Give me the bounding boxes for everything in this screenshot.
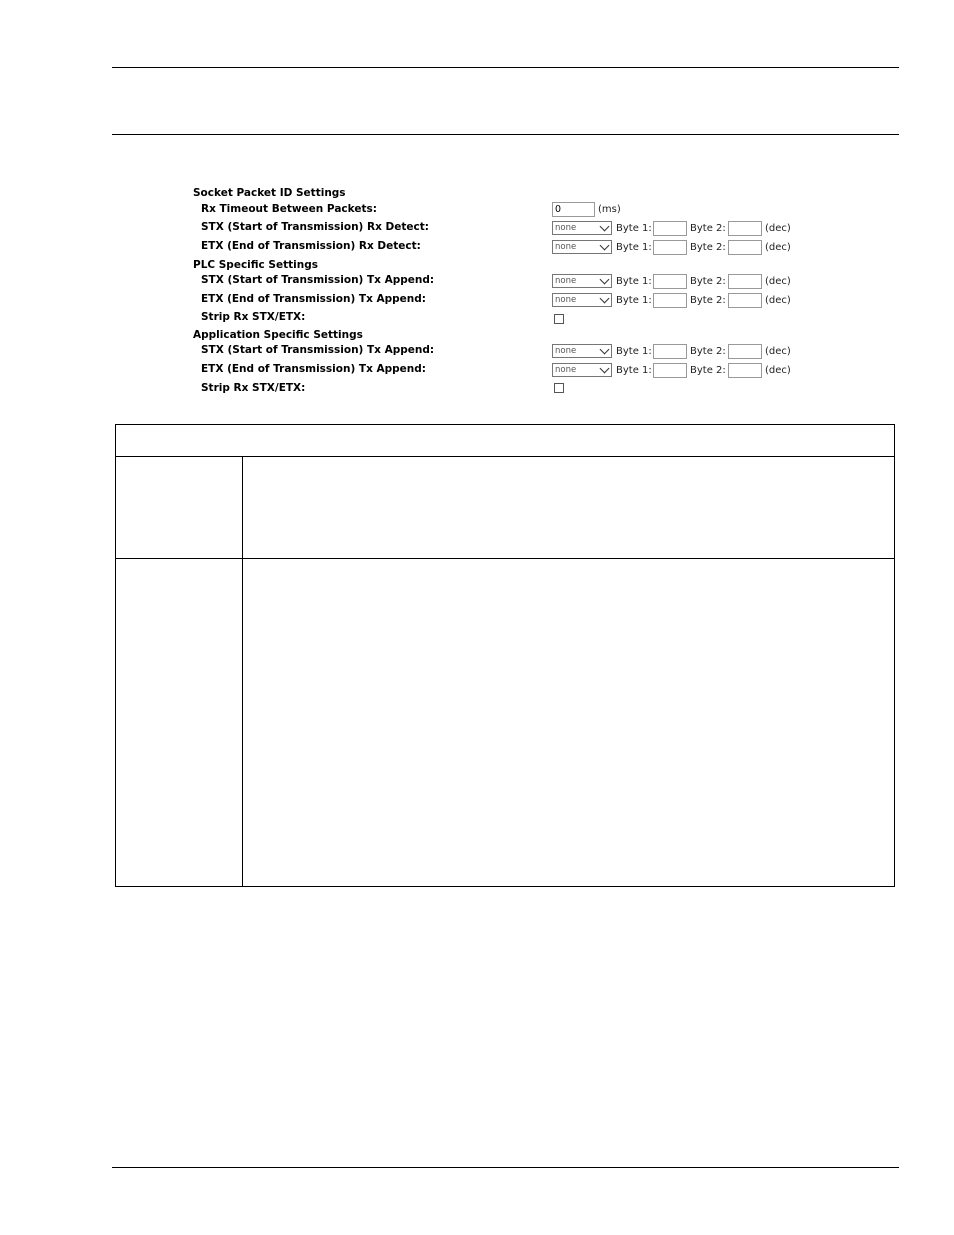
plc-etx-byte2-input[interactable] [728, 293, 762, 308]
plc-stx-select[interactable] [552, 274, 612, 288]
dec-label: (dec) [765, 295, 791, 306]
dec-label: (dec) [765, 242, 791, 253]
byte2-label: Byte 2: [690, 295, 726, 306]
rx-timeout-input[interactable]: 0 [552, 202, 595, 217]
byte2-label: Byte 2: [690, 242, 726, 253]
chevron-down-icon [600, 345, 610, 355]
plc-stx-byte2-input[interactable] [728, 274, 762, 289]
socket-etx-byte2-input[interactable] [728, 240, 762, 255]
byte1-label: Byte 1: [616, 365, 652, 376]
chevron-down-icon [600, 364, 610, 374]
chevron-down-icon [600, 241, 610, 251]
plc-strip-checkbox[interactable] [554, 314, 564, 324]
app-etx-byte1-input[interactable] [653, 363, 687, 378]
select-value: none [555, 242, 577, 252]
header-rule-bottom [112, 134, 899, 135]
byte1-label: Byte 1: [616, 346, 652, 357]
chevron-down-icon [600, 222, 610, 232]
socket-etx-label: ETX (End of Transmission) Rx Detect: [201, 240, 421, 252]
header-rule-top [112, 67, 899, 68]
app-strip-label: Strip Rx STX/ETX: [201, 382, 306, 394]
app-stx-label: STX (Start of Transmission) Tx Append: [201, 344, 435, 356]
table-column-divider [242, 456, 243, 887]
socket-settings-heading: Socket Packet ID Settings [193, 187, 346, 199]
app-etx-byte2-input[interactable] [728, 363, 762, 378]
byte2-label: Byte 2: [690, 223, 726, 234]
plc-strip-label: Strip Rx STX/ETX: [201, 311, 306, 323]
select-value: none [555, 276, 577, 286]
byte2-label: Byte 2: [690, 365, 726, 376]
rx-timeout-label: Rx Timeout Between Packets: [201, 203, 377, 215]
app-etx-select[interactable] [552, 363, 612, 377]
app-strip-checkbox[interactable] [554, 383, 564, 393]
table-row-divider [116, 558, 894, 559]
byte1-label: Byte 1: [616, 223, 652, 234]
dec-label: (dec) [765, 223, 791, 234]
socket-stx-select[interactable] [552, 221, 612, 235]
dec-label: (dec) [765, 365, 791, 376]
select-value: none [555, 223, 577, 233]
plc-etx-byte1-input[interactable] [653, 293, 687, 308]
app-stx-byte1-input[interactable] [653, 344, 687, 359]
app-etx-label: ETX (End of Transmission) Tx Append: [201, 363, 426, 375]
byte1-label: Byte 1: [616, 276, 652, 287]
dec-label: (dec) [765, 346, 791, 357]
plc-settings-heading: PLC Specific Settings [193, 259, 318, 271]
plc-stx-byte1-input[interactable] [653, 274, 687, 289]
chevron-down-icon [600, 294, 610, 304]
plc-stx-label: STX (Start of Transmission) Tx Append: [201, 274, 435, 286]
rx-timeout-unit: (ms) [598, 204, 621, 215]
dec-label: (dec) [765, 276, 791, 287]
socket-etx-select[interactable] [552, 240, 612, 254]
select-value: none [555, 365, 577, 375]
description-table [115, 424, 895, 887]
app-stx-select[interactable] [552, 344, 612, 358]
table-header-divider [116, 456, 894, 457]
select-value: none [555, 295, 577, 305]
app-settings-heading: Application Specific Settings [193, 329, 363, 341]
socket-stx-byte2-input[interactable] [728, 221, 762, 236]
byte2-label: Byte 2: [690, 346, 726, 357]
byte1-label: Byte 1: [616, 295, 652, 306]
socket-stx-label: STX (Start of Transmission) Rx Detect: [201, 221, 429, 233]
plc-etx-select[interactable] [552, 293, 612, 307]
socket-etx-byte1-input[interactable] [653, 240, 687, 255]
select-value: none [555, 346, 577, 356]
plc-etx-label: ETX (End of Transmission) Tx Append: [201, 293, 426, 305]
chevron-down-icon [600, 275, 610, 285]
footer-rule [112, 1167, 899, 1168]
app-stx-byte2-input[interactable] [728, 344, 762, 359]
byte2-label: Byte 2: [690, 276, 726, 287]
socket-stx-byte1-input[interactable] [653, 221, 687, 236]
byte1-label: Byte 1: [616, 242, 652, 253]
